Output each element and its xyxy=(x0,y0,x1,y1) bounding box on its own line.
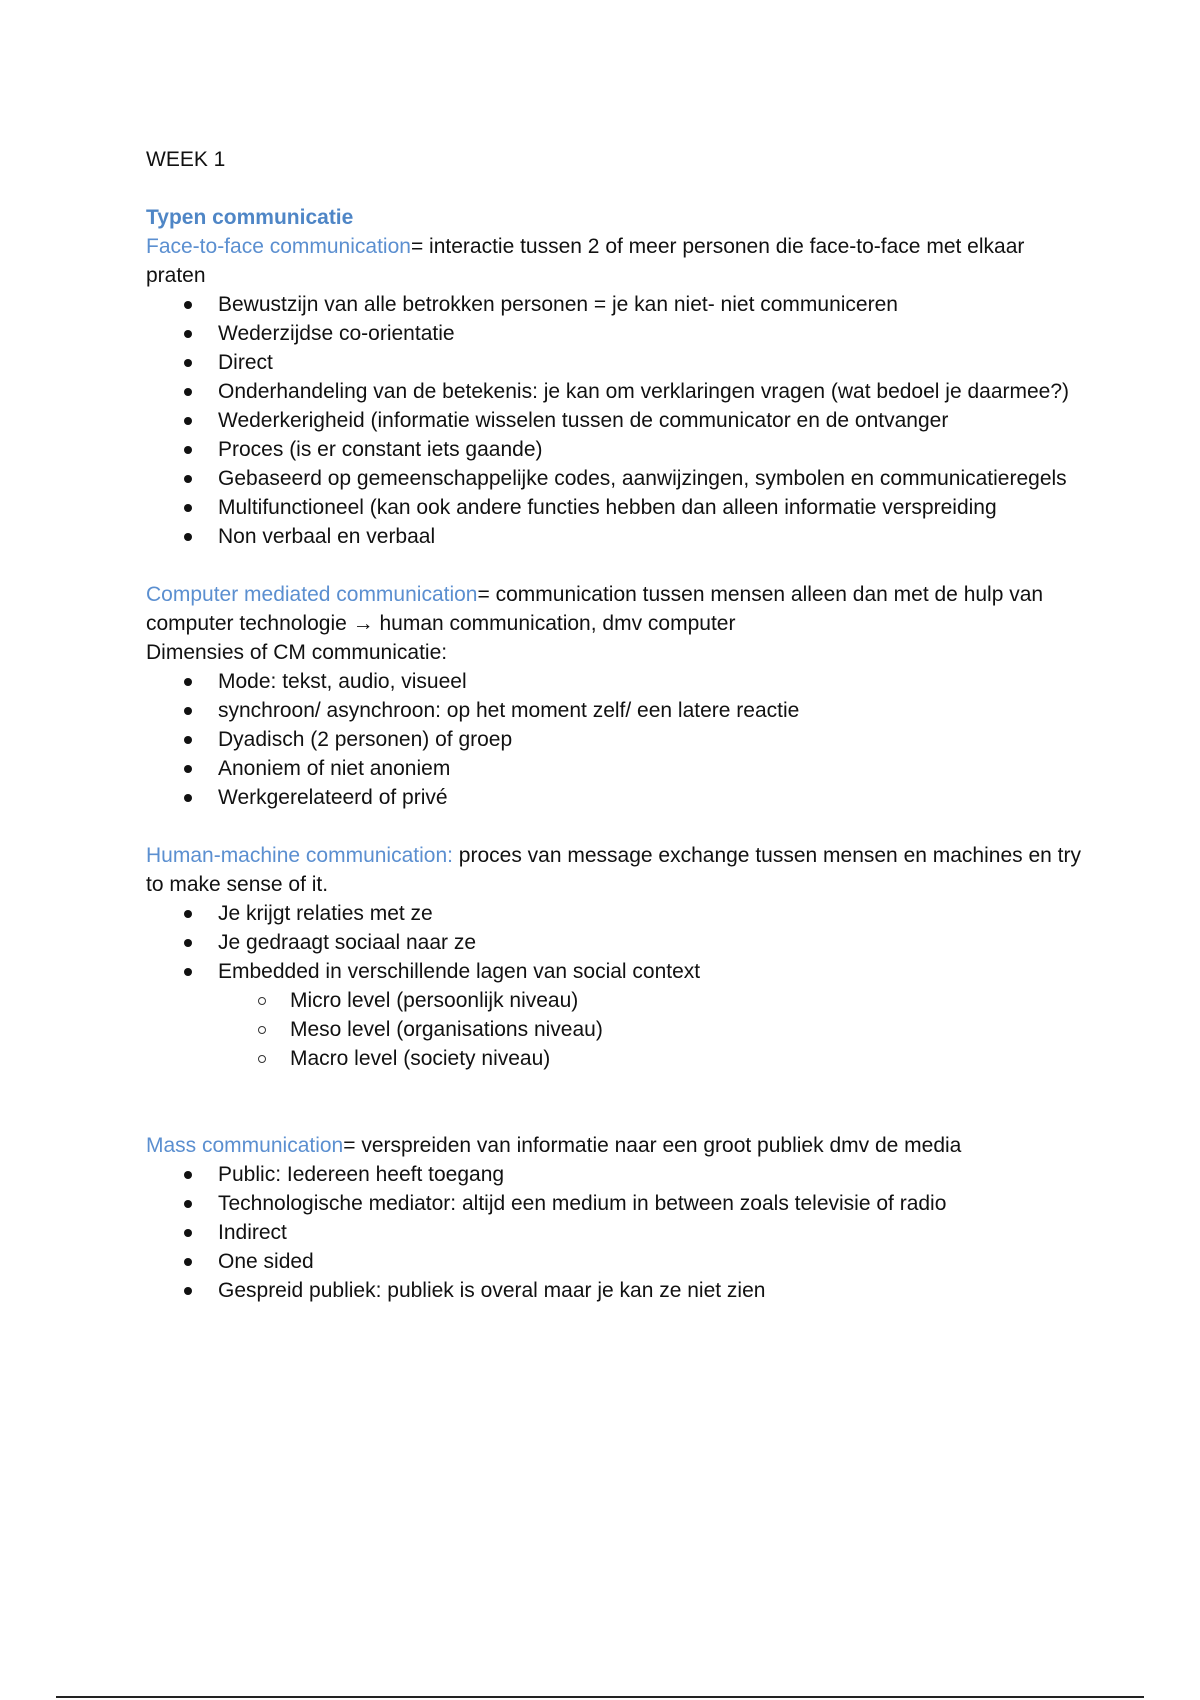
circle-bullet-icon xyxy=(258,997,266,1005)
cm-dimensions-label: Dimensies of CM communicatie: xyxy=(146,641,448,664)
list-item xyxy=(218,754,1086,783)
bullet-icon xyxy=(184,968,192,976)
list-item xyxy=(218,1189,1086,1218)
bullet-icon xyxy=(184,301,192,309)
bullet-icon xyxy=(184,1171,192,1179)
bullet-icon xyxy=(184,1200,192,1208)
list-item xyxy=(218,348,1086,377)
list-item-text: Proces (is er constant iets gaande) xyxy=(218,438,543,461)
bullet-icon xyxy=(184,475,192,483)
list-item-text: Mode: tekst, audio, visueel xyxy=(218,670,467,693)
computer-mediated-text: = communication tussen mensen alleen dan met de hulp van computer technologie → human communication, dmv computer xyxy=(146,583,1044,635)
computer-mediated-definition xyxy=(146,580,1086,638)
list-item xyxy=(218,1160,1086,1189)
circle-bullet-icon xyxy=(258,1055,266,1063)
sub-list-item-text: Macro level (society niveau) xyxy=(290,1047,551,1070)
bullet-icon xyxy=(184,388,192,396)
bottom-divider xyxy=(56,1696,1144,1698)
list-item xyxy=(218,957,1086,1073)
mass-definition xyxy=(146,1131,1086,1160)
sub-list-item xyxy=(290,1015,1086,1044)
bullet-icon xyxy=(184,707,192,715)
list-item-text: Embedded in verschillende lagen van social context xyxy=(218,960,701,983)
list-item xyxy=(218,783,1086,812)
list-item-text: synchroon/ asynchroon: op het moment zelf/ een latere reactie xyxy=(218,699,800,722)
list-item-text: Je gedraagt sociaal naar ze xyxy=(218,931,476,954)
human-machine-definition xyxy=(146,841,1086,899)
human-machine-term: Human-machine communication: xyxy=(146,844,453,867)
list-item-text: One sided xyxy=(218,1250,314,1273)
spacer xyxy=(146,1073,1086,1131)
section-heading: Typen communicatie xyxy=(146,206,354,229)
bullet-icon xyxy=(184,1258,192,1266)
bullet-icon xyxy=(184,504,192,512)
human-machine-text: proces van message exchange tussen mensen en machines en try to make sense of it. xyxy=(146,844,1081,896)
list-item-text: Dyadisch (2 personen) of groep xyxy=(218,728,513,751)
sub-list-item-text: Micro level (persoonlijk niveau) xyxy=(290,989,579,1012)
sub-list-item xyxy=(290,986,1086,1015)
bullet-icon xyxy=(184,910,192,918)
list-item-text: Bewustzijn van alle betrokken personen = je kan niet- niet communiceren xyxy=(218,293,898,316)
list-item-text: Onderhandeling van de betekenis: je kan om verklaringen vragen (wat bedoel je daarmee?) xyxy=(218,380,1070,403)
week-title: WEEK 1 xyxy=(146,148,226,171)
list-item-text: Public: Iedereen heeft toegang xyxy=(218,1163,505,1186)
sub-list-item xyxy=(290,1044,1086,1073)
list-item xyxy=(218,319,1086,348)
human-machine-list xyxy=(146,899,1086,1073)
computer-mediated-term: Computer mediated communication xyxy=(146,583,478,606)
mass-list xyxy=(146,1160,1086,1305)
bullet-icon xyxy=(184,330,192,338)
list-item-text: Wederzijdse co-orientatie xyxy=(218,322,455,345)
face-to-face-term: Face-to-face communication xyxy=(146,235,411,258)
bullet-icon xyxy=(184,1229,192,1237)
list-item xyxy=(218,493,1086,522)
list-item xyxy=(218,696,1086,725)
mass-term: Mass communication xyxy=(146,1134,344,1157)
list-item-text: Multifunctioneel (kan ook andere functies hebben dan alleen informatie verspreiding xyxy=(218,496,997,519)
bullet-icon xyxy=(184,678,192,686)
list-item-text: Indirect xyxy=(218,1221,287,1244)
list-item xyxy=(218,1218,1086,1247)
bullet-icon xyxy=(184,359,192,367)
bullet-icon xyxy=(184,446,192,454)
list-item-text: Wederkerigheid (informatie wisselen tussen de communicator en de ontvanger xyxy=(218,409,949,432)
list-item-text: Non verbaal en verbaal xyxy=(218,525,436,548)
list-item xyxy=(218,522,1086,551)
circle-bullet-icon xyxy=(258,1026,266,1034)
list-item xyxy=(218,725,1086,754)
face-to-face-list xyxy=(146,290,1086,551)
sub-list-item-text: Meso level (organisations niveau) xyxy=(290,1018,603,1041)
context-levels-list xyxy=(218,986,1086,1073)
list-item xyxy=(218,928,1086,957)
list-item xyxy=(218,435,1086,464)
bullet-icon xyxy=(184,1287,192,1295)
computer-mediated-list xyxy=(146,667,1086,812)
list-item xyxy=(218,899,1086,928)
face-to-face-text: = interactie tussen 2 of meer personen die face-to-face met elkaar praten xyxy=(146,235,1025,287)
list-item xyxy=(218,406,1086,435)
list-item xyxy=(218,1247,1086,1276)
list-item xyxy=(218,290,1086,319)
list-item xyxy=(218,667,1086,696)
list-item-text: Werkgerelateerd of privé xyxy=(218,786,448,809)
list-item xyxy=(218,1276,1086,1305)
face-to-face-definition xyxy=(146,232,1086,290)
spacer xyxy=(146,551,1086,580)
list-item xyxy=(218,377,1086,406)
list-item-text: Direct xyxy=(218,351,273,374)
bullet-icon xyxy=(184,794,192,802)
list-item-text: Technologische mediator: altijd een medium in between zoals televisie of radio xyxy=(218,1192,947,1215)
document-content xyxy=(146,145,1086,1305)
mass-text: = verspreiden van informatie naar een groot publiek dmv de media xyxy=(343,1134,962,1157)
bullet-icon xyxy=(184,939,192,947)
spacer xyxy=(146,812,1086,841)
bullet-icon xyxy=(184,765,192,773)
bullet-icon xyxy=(184,417,192,425)
list-item-text: Anoniem of niet anoniem xyxy=(218,757,451,780)
bullet-icon xyxy=(184,533,192,541)
list-item xyxy=(218,464,1086,493)
list-item-text: Gebaseerd op gemeenschappelijke codes, aanwijzingen, symbolen en communicatieregels xyxy=(218,467,1067,490)
list-item-text: Gespreid publiek: publiek is overal maar je kan ze niet zien xyxy=(218,1279,766,1302)
bullet-icon xyxy=(184,736,192,744)
list-item-text: Je krijgt relaties met ze xyxy=(218,902,433,925)
